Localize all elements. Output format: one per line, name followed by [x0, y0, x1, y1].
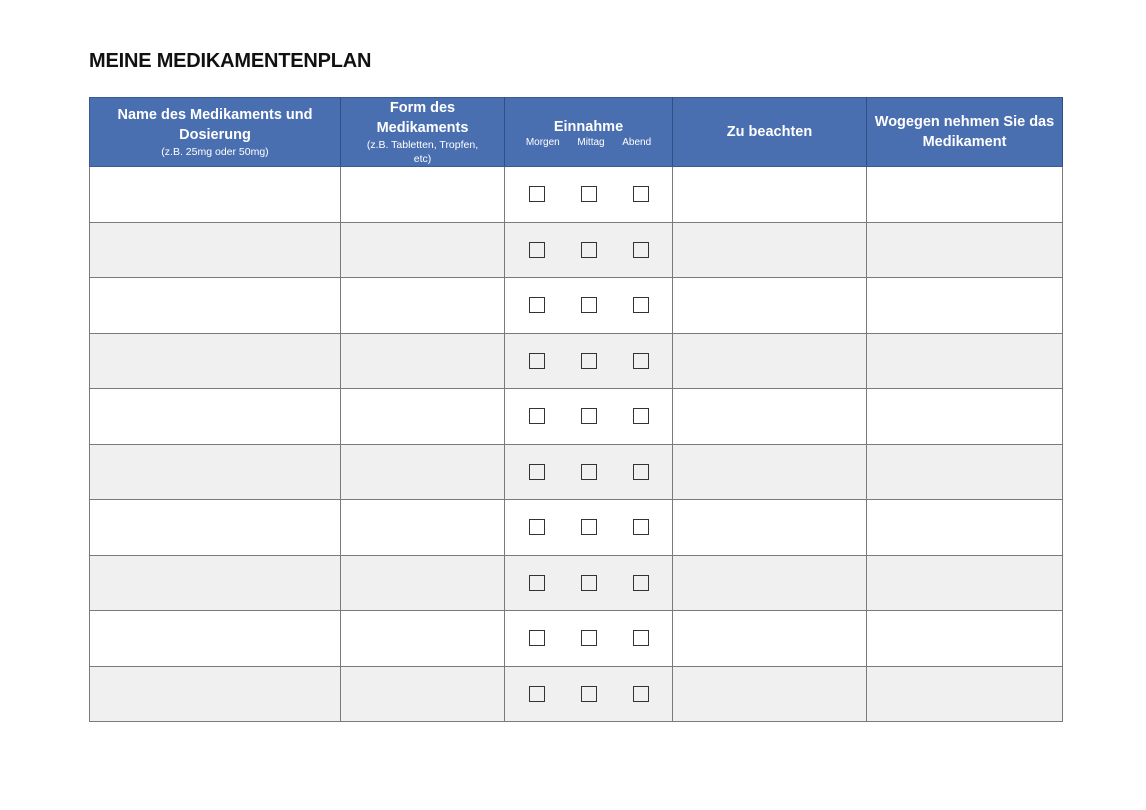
header-intake-label: Einnahme [553, 119, 624, 135]
checkbox-noon[interactable] [581, 297, 597, 313]
notes-cell[interactable] [673, 222, 867, 278]
medication-name-cell[interactable] [90, 222, 341, 278]
medication-form-cell[interactable] [341, 167, 505, 223]
reason-cell[interactable] [867, 389, 1063, 445]
table-row [90, 278, 1063, 334]
intake-cell [505, 444, 673, 500]
reason-cell[interactable] [867, 333, 1063, 389]
intake-checkboxes [505, 353, 672, 369]
medication-form-cell[interactable] [341, 444, 505, 500]
header-notes: Zu beachten [673, 98, 867, 167]
notes-cell[interactable] [673, 611, 867, 667]
checkbox-evening[interactable] [633, 575, 649, 591]
medication-form-cell[interactable] [341, 555, 505, 611]
intake-cell [505, 167, 673, 223]
notes-cell[interactable] [673, 666, 867, 722]
checkbox-morning[interactable] [529, 630, 545, 646]
checkbox-noon[interactable] [581, 242, 597, 258]
intake-checkboxes [505, 519, 672, 535]
checkbox-morning[interactable] [529, 575, 545, 591]
medication-name-cell[interactable] [90, 666, 341, 722]
header-form-hint: (z.B. Tabletten, Tropfen, etc) [366, 139, 479, 165]
notes-cell[interactable] [673, 444, 867, 500]
checkbox-evening[interactable] [633, 297, 649, 313]
notes-cell[interactable] [673, 167, 867, 223]
medication-name-cell[interactable] [90, 611, 341, 667]
header-form [341, 98, 505, 167]
table-header [90, 98, 1063, 167]
medication-name-cell[interactable] [90, 500, 341, 556]
checkbox-noon[interactable] [581, 519, 597, 535]
checkbox-noon[interactable] [581, 353, 597, 369]
time-noon: Mittag [577, 137, 605, 148]
reason-cell[interactable] [867, 278, 1063, 334]
intake-cell [505, 278, 673, 334]
checkbox-noon[interactable] [581, 408, 597, 424]
medication-name-cell[interactable] [90, 444, 341, 500]
checkbox-evening[interactable] [633, 186, 649, 202]
medication-form-cell[interactable] [341, 222, 505, 278]
intake-checkboxes [505, 464, 672, 480]
checkbox-noon[interactable] [581, 575, 597, 591]
reason-cell[interactable] [867, 444, 1063, 500]
intake-cell [505, 222, 673, 278]
reason-cell[interactable] [867, 555, 1063, 611]
header-reason: Wogegen nehmen Sie das Medikament [867, 98, 1063, 167]
notes-cell[interactable] [673, 333, 867, 389]
table-row [90, 222, 1063, 278]
intake-checkboxes [505, 297, 672, 313]
table-row [90, 611, 1063, 667]
checkbox-evening[interactable] [633, 630, 649, 646]
intake-cell [505, 389, 673, 445]
checkbox-morning[interactable] [529, 353, 545, 369]
time-morning: Morgen [525, 137, 560, 148]
intake-checkboxes [505, 186, 672, 202]
header-form-label: Form des Medikaments [376, 100, 469, 136]
checkbox-noon[interactable] [581, 464, 597, 480]
intake-cell [505, 555, 673, 611]
intake-checkboxes [505, 408, 672, 424]
medication-name-cell[interactable] [90, 333, 341, 389]
checkbox-morning[interactable] [529, 242, 545, 258]
page-title: MEINE MEDIKAMENTENPLAN [89, 50, 372, 72]
notes-cell[interactable] [673, 278, 867, 334]
intake-checkboxes [505, 630, 672, 646]
table-row [90, 389, 1063, 445]
reason-cell[interactable] [867, 167, 1063, 223]
intake-cell [505, 333, 673, 389]
checkbox-noon[interactable] [581, 686, 597, 702]
table-row [90, 500, 1063, 556]
table-row [90, 444, 1063, 500]
medication-name-cell[interactable] [90, 389, 341, 445]
medication-name-cell[interactable] [90, 555, 341, 611]
notes-cell[interactable] [673, 500, 867, 556]
reason-cell[interactable] [867, 666, 1063, 722]
checkbox-morning[interactable] [529, 686, 545, 702]
checkbox-morning[interactable] [529, 297, 545, 313]
intake-times [511, 137, 666, 149]
notes-cell[interactable] [673, 555, 867, 611]
checkbox-evening[interactable] [633, 519, 649, 535]
reason-cell[interactable] [867, 611, 1063, 667]
intake-checkboxes [505, 242, 672, 258]
notes-cell[interactable] [673, 389, 867, 445]
table-row [90, 333, 1063, 389]
table-row [90, 666, 1063, 722]
header-name [90, 98, 341, 167]
checkbox-evening[interactable] [633, 464, 649, 480]
checkbox-noon[interactable] [581, 630, 597, 646]
medication-name-cell[interactable] [90, 278, 341, 334]
medication-form-cell[interactable] [341, 389, 505, 445]
intake-cell [505, 611, 673, 667]
time-evening: Abend [622, 137, 652, 148]
checkbox-evening[interactable] [633, 686, 649, 702]
checkbox-morning[interactable] [529, 519, 545, 535]
checkbox-evening[interactable] [633, 242, 649, 258]
header-intake [505, 98, 673, 167]
header-name-label: Name des Medikaments und Dosierung [117, 107, 313, 143]
intake-checkboxes [505, 575, 672, 591]
medication-form-cell[interactable] [341, 611, 505, 667]
medication-form-cell[interactable] [341, 500, 505, 556]
checkbox-morning[interactable] [529, 408, 545, 424]
checkbox-noon[interactable] [581, 186, 597, 202]
checkbox-evening[interactable] [633, 408, 649, 424]
reason-cell[interactable] [867, 500, 1063, 556]
header-name-hint: (z.B. 25mg oder 50mg) [161, 146, 269, 158]
medication-form-cell[interactable] [341, 278, 505, 334]
intake-cell [505, 500, 673, 556]
table-row [90, 555, 1063, 611]
medication-table [89, 97, 1063, 722]
checkbox-evening[interactable] [633, 353, 649, 369]
table-row [90, 167, 1063, 223]
reason-cell[interactable] [867, 222, 1063, 278]
intake-cell [505, 666, 673, 722]
intake-checkboxes [505, 686, 672, 702]
medication-form-cell[interactable] [341, 666, 505, 722]
checkbox-morning[interactable] [529, 464, 545, 480]
medication-name-cell[interactable] [90, 167, 341, 223]
checkbox-morning[interactable] [529, 186, 545, 202]
medication-form-cell[interactable] [341, 333, 505, 389]
